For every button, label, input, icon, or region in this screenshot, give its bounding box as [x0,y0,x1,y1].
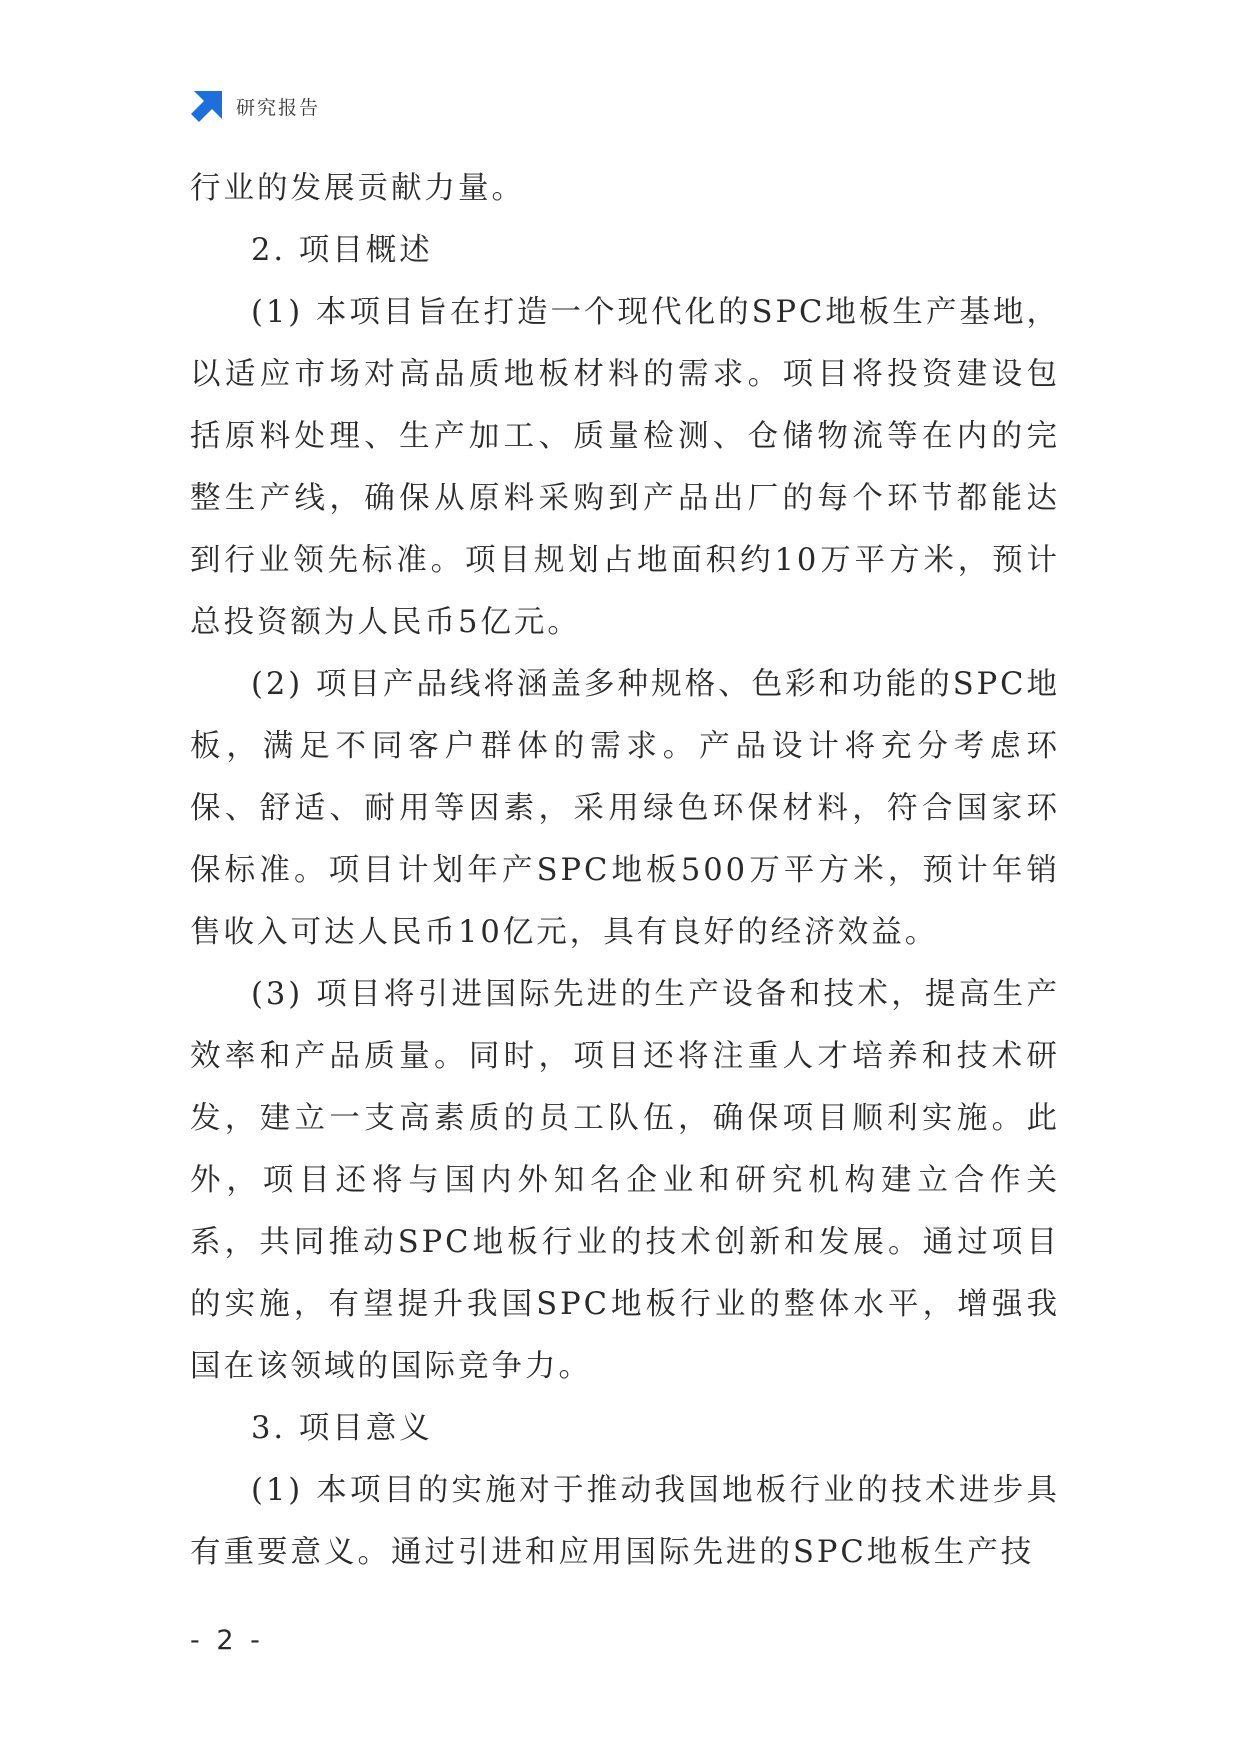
paragraph-continuation: 行业的发展贡献力量。 [190,171,525,206]
page-header [190,86,320,126]
header-title: 研究报告 [236,96,321,119]
page-number: - 2 - [190,1625,264,1656]
paragraph-overview-3: (3) 项目将引进国际先进的生产设备和技术，提高生产效率和产品质量。同时，项目还将注重人才培养和技术研发，建立一支高素质的员工队伍，确保项目顺利实施。此外，项目还将与国内外知名企业和研究机构建立合作关系，共同推动SPC地板行业的技术创新和发展。通过项目的实施，有望提升我国SPC地板行业的整体水平，增强我国在该领域的国际竞争力。 [190,977,1060,1384]
paragraph-overview-1: (1) 本项目旨在打造一个现代化的SPC地板生产基地，以适应市场对高品质地板材料的需求。项目将投资建设包括原料处理、生产加工、质量检测、仓储物流等在内的完整生产线，确保从原料采购到产品出厂的每个环节都能达到行业领先标准。项目规划占地面积约10万平方米，预计总投资额为人民币5亿元。 [190,295,1060,640]
document-body [190,158,1060,1584]
section-heading-significance: 3. 项目意义 [251,1411,433,1446]
paragraph-overview-2: (2) 项目产品线将涵盖多种规格、色彩和功能的SPC地板，满足不同客户群体的需求。产品设计将充分考虑环保、舒适、耐用等因素，采用绿色环保材料，符合国家环保标准。项目计划年产SPC地板500万平方米，预计年销售收入可达人民币10亿元，具有良好的经济效益。 [190,667,1060,950]
paragraph-significance-1: (1) 本项目的实施对于推动我国地板行业的技术进步具有重要意义。通过引进和应用国际先进的SPC地板生产技 [190,1473,1060,1570]
arrow-up-right-icon [190,89,224,123]
section-heading-overview: 2. 项目概述 [251,233,433,268]
